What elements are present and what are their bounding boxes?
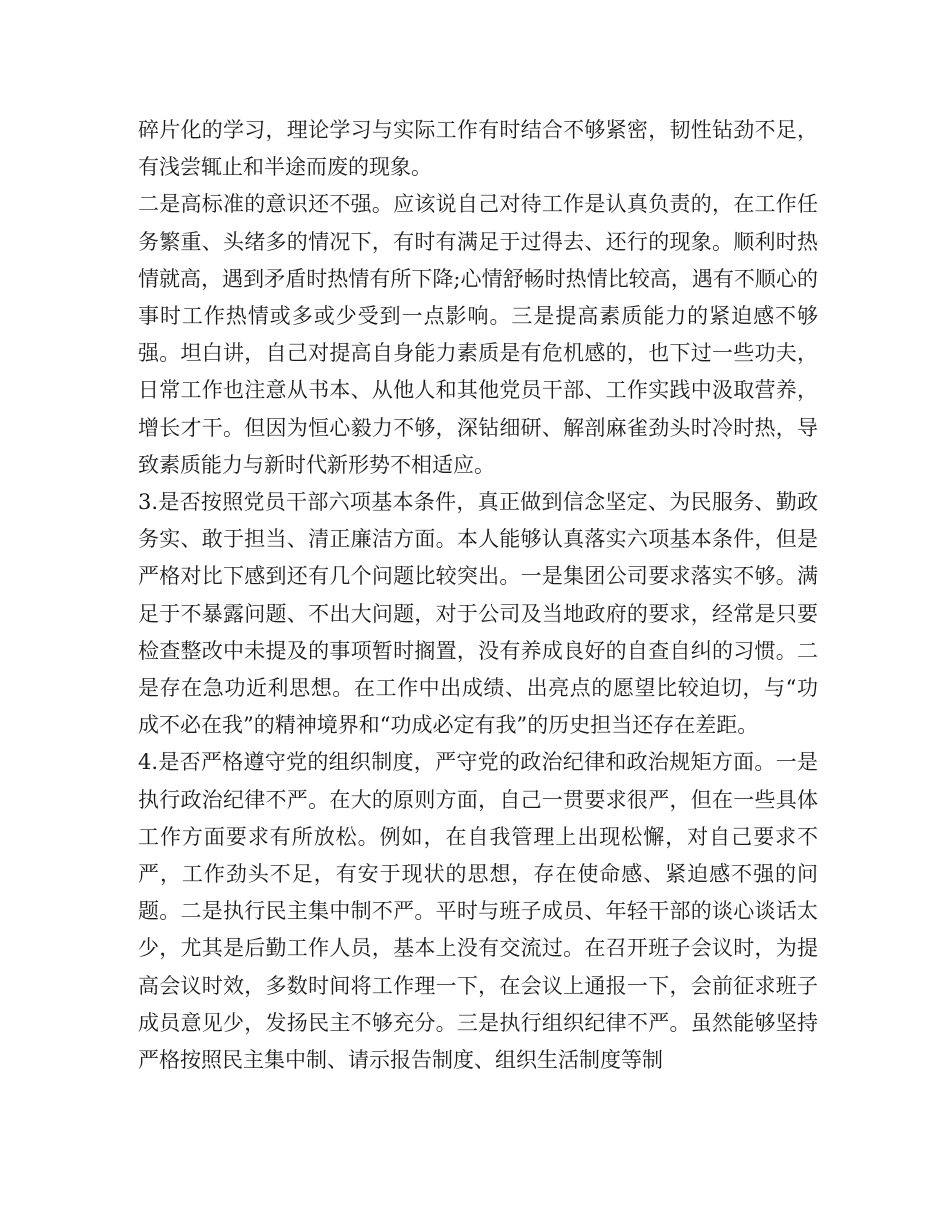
paragraph-4: 4.是否严格遵守党的组织制度，严守党的政治纪律和政治规矩方面。一是执行政治纪律不严。在大的原则方面，自己一贯要求很严，但在一些具体工作方面要求有所放松。例如，在自我管理上出现松懈，对自己要求不严，工作劲头不足，有安于现状的思想，存在使命感、紧迫感不强的问题。二是执行民主集中制不严。平时与班子成员、年轻干部的谈心谈话太少，尤其是后勤工作人员，基本上没有交流过。在召开班子会议时，为提高会议时效，多数时间将工作理一下，在会议上通报一下，会前征求班子成员意见少，发扬民主不够充分。三是执行组织纪律不严。虽然能够坚持严格按照民主集中制、请示报告制度、组织生活制度等制 (138, 750, 818, 1073)
document-body (138, 112, 818, 1079)
paragraph-3: 3.是否按照党员干部六项基本条件，真正做到信念坚定、为民服务、勤政务实、敢于担当、清正廉洁方面。本人能够认真落实六项基本条件，但是严格对比下感到还有几个问题比较突出。一是集团公司要求落实不够。满足于不暴露问题、不出大问题，对于公司及当地政府的要求，经常是只要检查整改中未提及的事项暂时搁置，没有养成良好的自查自纠的习惯。二是存在急功近利思想。在工作中出成绩、出亮点的愿望比较迫切，与“功成不必在我”的精神境界和“功成必定有我”的历史担当还存在差距。 (138, 490, 818, 738)
paragraph-2: 二是高标准的意识还不强。应该说自己对待工作是认真负责的，在工作任务繁重、头绪多的情况下，有时有满足于过得去、还行的现象。顺利时热情就高，遇到矛盾时热情有所下降;心情舒畅时热情比较高，遇有不顺心的事时工作热情或多或少受到一点影响。三是提高素质能力的紧迫感不够强。坦白讲，自己对提高自身能力素质是有危机感的，也下过一些功夫，日常工作也注意从书本、从他人和其他党员干部、工作实践中汲取营养，增长才干。但因为恒心毅力不够，深钻细研、解剖麻雀劲头时冷时热，导致素质能力与新时代新形势不相适应。 (138, 192, 818, 477)
paragraph-1: 碎片化的学习，理论学习与实际工作有时结合不够紧密，韧性钻劲不足，有浅尝辄止和半途而废的现象。 (138, 118, 818, 180)
